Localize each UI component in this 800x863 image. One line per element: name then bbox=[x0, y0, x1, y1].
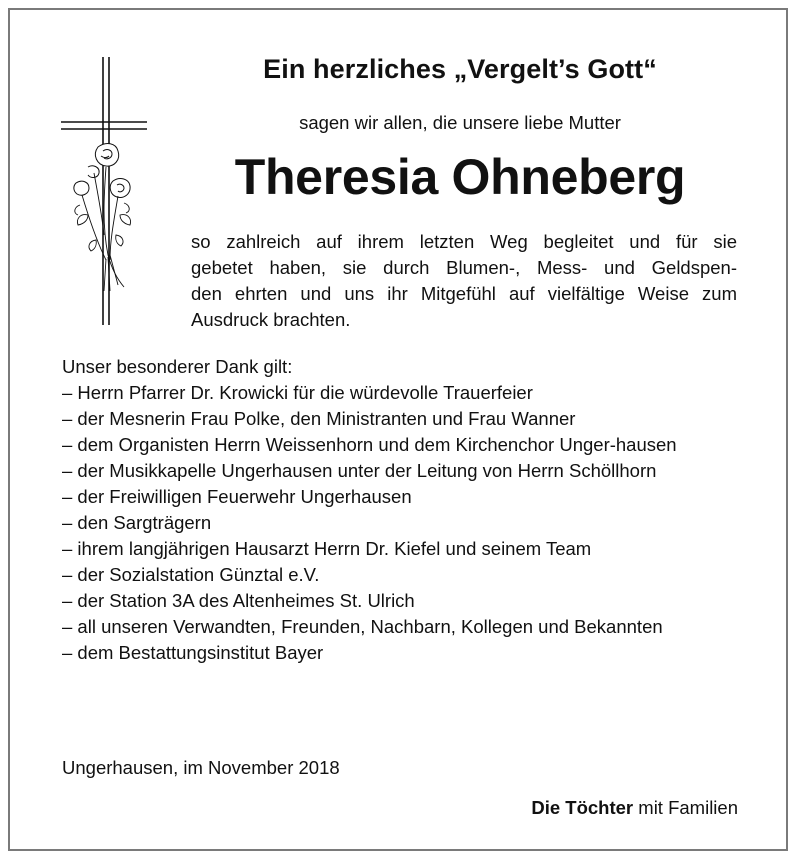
deceased-name: Theresia Ohneberg bbox=[234, 149, 686, 205]
intro-line: so zahlreich auf ihrem letzten Weg begleitet und für sie bbox=[191, 231, 737, 252]
intro-line: gebetet haben, sie durch Blumen-, Mess- und Geldspen- bbox=[191, 257, 737, 278]
intro-paragraph bbox=[191, 229, 737, 333]
list-item: – den Sargträgern bbox=[62, 512, 212, 533]
list-item: – dem Organisten Herrn Weissenhorn und dem Kirchenchor Unger-hausen bbox=[62, 434, 677, 455]
signature bbox=[531, 797, 738, 819]
intro-line: Ausdruck brachten. bbox=[191, 309, 351, 330]
notice-heading: Ein herzliches „Vergelt’s Gott“ bbox=[263, 54, 657, 84]
list-item: – der Station 3A des Altenheimes St. Ulrich bbox=[62, 590, 415, 611]
list-item: – all unseren Verwandten, Freunden, Nachbarn, Kollegen und Bekannten bbox=[62, 616, 663, 637]
thanks-list bbox=[62, 380, 762, 666]
cross-with-roses-icon bbox=[58, 55, 148, 327]
list-item: – der Sozialstation Günztal e.V. bbox=[62, 564, 320, 585]
list-item: – Herrn Pfarrer Dr. Krowicki für die würdevolle Trauerfeier bbox=[62, 382, 533, 403]
list-item: – der Musikkapelle Ungerhausen unter der Leitung von Herrn Schöllhorn bbox=[62, 460, 657, 481]
list-item: – der Mesnerin Frau Polke, den Ministranten und Frau Wanner bbox=[62, 408, 576, 429]
signature-bold: Die Töchter bbox=[531, 797, 634, 818]
notice-subheading: sagen wir allen, die unsere liebe Mutter bbox=[299, 112, 621, 133]
thanks-intro: Unser besonderer Dank gilt: bbox=[62, 356, 293, 377]
list-item: – ihrem langjährigen Hausarzt Herrn Dr. Kiefel und seinem Team bbox=[62, 538, 592, 559]
intro-line: den ehrten und uns ihr Mitgefühl auf vielfältige Weise zum bbox=[191, 283, 737, 304]
place-and-date: Ungerhausen, im November 2018 bbox=[62, 757, 340, 778]
list-item: – der Freiwilligen Feuerwehr Ungerhausen bbox=[62, 486, 412, 507]
signature-rest: mit Familien bbox=[633, 797, 738, 818]
list-item: – dem Bestattungsinstitut Bayer bbox=[62, 642, 324, 663]
